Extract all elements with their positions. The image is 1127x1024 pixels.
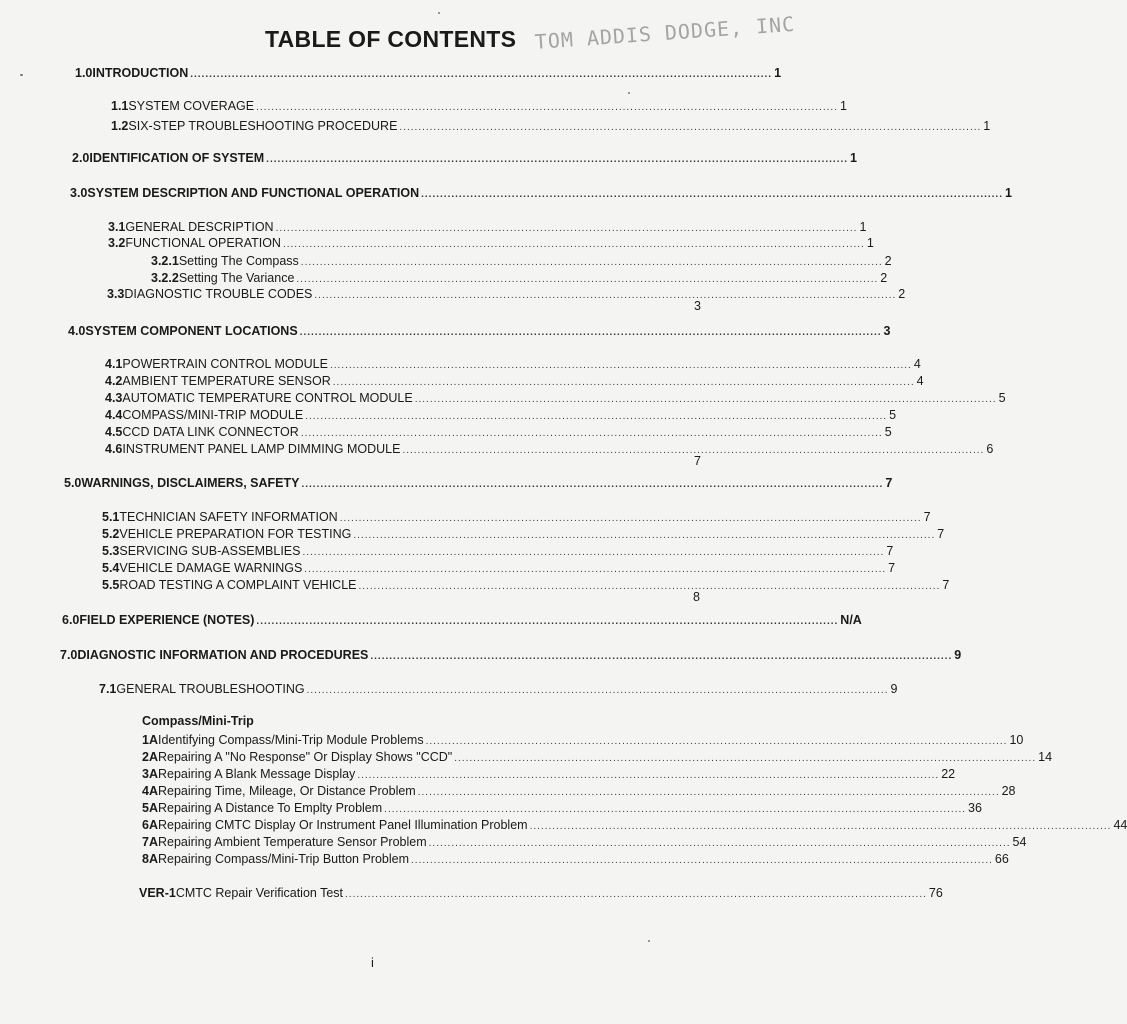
toc-entry[interactable]: 5.4 VEHICLE DAMAGE WARNINGS .......................................................................................................................................................... 7	[102, 561, 896, 575]
toc-entry[interactable]: 4.3 AUTOMATIC TEMPERATURE CONTROL MODULE .......................................................................................................................................................... 5	[105, 391, 1006, 405]
toc-entry[interactable]: 7.0 DIAGNOSTIC INFORMATION AND PROCEDURES .......................................................................................................................................................... 9	[60, 648, 962, 662]
toc-entry[interactable]: VER-1 CMTC Repair Verification Test .......................................................................................................................................................... 76	[139, 886, 943, 900]
toc-entry[interactable]: 1.2 SIX-STEP TROUBLESHOOTING PROCEDURE .......................................................................................................................................................... 1	[111, 119, 991, 133]
toc-entry[interactable]: 1.0 INTRODUCTION .......................................................................................................................................................... 1	[75, 66, 782, 80]
toc-entry[interactable]: 4.0 SYSTEM COMPONENT LOCATIONS .......................................................................................................................................................... 3	[68, 324, 891, 338]
toc-entry[interactable]: 5.2 VEHICLE PREPARATION FOR TESTING .......................................................................................................................................................... 7	[102, 527, 945, 541]
toc-entry[interactable]: 5.5 ROAD TESTING A COMPLAINT VEHICLE .......................................................................................................................................................... 7	[102, 578, 950, 592]
toc-entry[interactable]: 4.5 CCD DATA LINK CONNECTOR .......................................................................................................................................................... 5	[105, 425, 892, 439]
toc-entry[interactable]: 7A Repairing Ambient Temperature Sensor Problem .......................................................................................................................................................... 54	[142, 835, 1027, 849]
toc-entry[interactable]: 5A Repairing A Distance To Emplty Problem .......................................................................................................................................................... 36	[142, 801, 982, 815]
section-subheading: Compass/Mini-Trip	[142, 714, 254, 728]
toc-entry[interactable]: 1A Identifying Compass/Mini-Trip Module Problems .......................................................................................................................................................... 10	[142, 733, 1024, 747]
toc-entry[interactable]: 3.3 DIAGNOSTIC TROUBLE CODES .......................................................................................................................................................... 2	[107, 287, 906, 301]
scan-speck	[438, 12, 440, 14]
toc-entry[interactable]: 3.0 SYSTEM DESCRIPTION AND FUNCTIONAL OPERATION .......................................................................................................................................................... 1	[70, 186, 1012, 200]
toc-entry[interactable]: 3A Repairing A Blank Message Display .......................................................................................................................................................... 22	[142, 767, 956, 781]
toc-entry[interactable]: 5.1 TECHNICIAN SAFETY INFORMATION .......................................................................................................................................................... 7	[102, 510, 931, 524]
toc-entry[interactable]: 4.1 POWERTRAIN CONTROL MODULE .......................................................................................................................................................... 4	[105, 357, 921, 371]
toc-entry[interactable]: 4.2 AMBIENT TEMPERATURE SENSOR .......................................................................................................................................................... 4	[105, 374, 924, 388]
scan-speck	[20, 74, 23, 76]
toc-entry[interactable]: 7.1 GENERAL TROUBLESHOOTING .......................................................................................................................................................... 9	[99, 682, 898, 696]
toc-entry[interactable]: 6A Repairing CMTC Display Or Instrument Panel Illumination Problem .......................................................................................................................................................... 44	[142, 818, 1127, 832]
page-number: 3	[694, 299, 701, 313]
toc-entry[interactable]: 4.6 INSTRUMENT PANEL LAMP DIMMING MODULE .......................................................................................................................................................... 6	[105, 442, 994, 456]
dealer-stamp: TOM ADDIS DODGE, INC	[534, 11, 796, 54]
toc-entry[interactable]: 8A Repairing Compass/Mini-Trip Button Problem .......................................................................................................................................................... 66	[142, 852, 1009, 866]
toc-entry[interactable]: 3.1 GENERAL DESCRIPTION .......................................................................................................................................................... 1	[108, 220, 867, 234]
toc-entry[interactable]: 2A Repairing A "No Response" Or Display Shows "CCD" .......................................................................................................................................................... 14	[142, 750, 1053, 764]
page-number: 8	[693, 590, 700, 604]
toc-entry[interactable]: 5.3 SERVICING SUB-ASSEMBLIES .......................................................................................................................................................... 7	[102, 544, 894, 558]
scan-speck	[648, 940, 650, 942]
toc-entry[interactable]: 4A Repairing Time, Mileage, Or Distance Problem .......................................................................................................................................................... 28	[142, 784, 1016, 798]
toc-entry[interactable]: 1.1 SYSTEM COVERAGE .......................................................................................................................................................... 1	[111, 99, 847, 113]
leader-dots: ..........................................................................................................................................................	[190, 69, 773, 80]
page-number: 7	[694, 454, 701, 468]
page-footer-number: i	[371, 955, 374, 970]
toc-entry[interactable]: 4.4 COMPASS/MINI-TRIP MODULE .......................................................................................................................................................... 5	[105, 408, 897, 422]
toc-entry[interactable]: 2.0 IDENTIFICATION OF SYSTEM .......................................................................................................................................................... 1	[72, 151, 857, 165]
page-title: TABLE OF CONTENTS	[265, 26, 517, 52]
toc-entry[interactable]: 3.2.2 Setting The Variance .......................................................................................................................................................... 2	[151, 271, 888, 285]
toc-entry[interactable]: 6.0 FIELD EXPERIENCE (NOTES) .......................................................................................................................................................... N/A	[62, 613, 862, 627]
toc-entry[interactable]: 5.0 WARNINGS, DISCLAIMERS, SAFETY .......................................................................................................................................................... 7	[64, 476, 893, 490]
toc-entry[interactable]: 3.2 FUNCTIONAL OPERATION .......................................................................................................................................................... 1	[108, 236, 874, 250]
scan-speck	[628, 92, 630, 94]
toc-entry[interactable]: 3.2.1 Setting The Compass .......................................................................................................................................................... 2	[151, 254, 892, 268]
